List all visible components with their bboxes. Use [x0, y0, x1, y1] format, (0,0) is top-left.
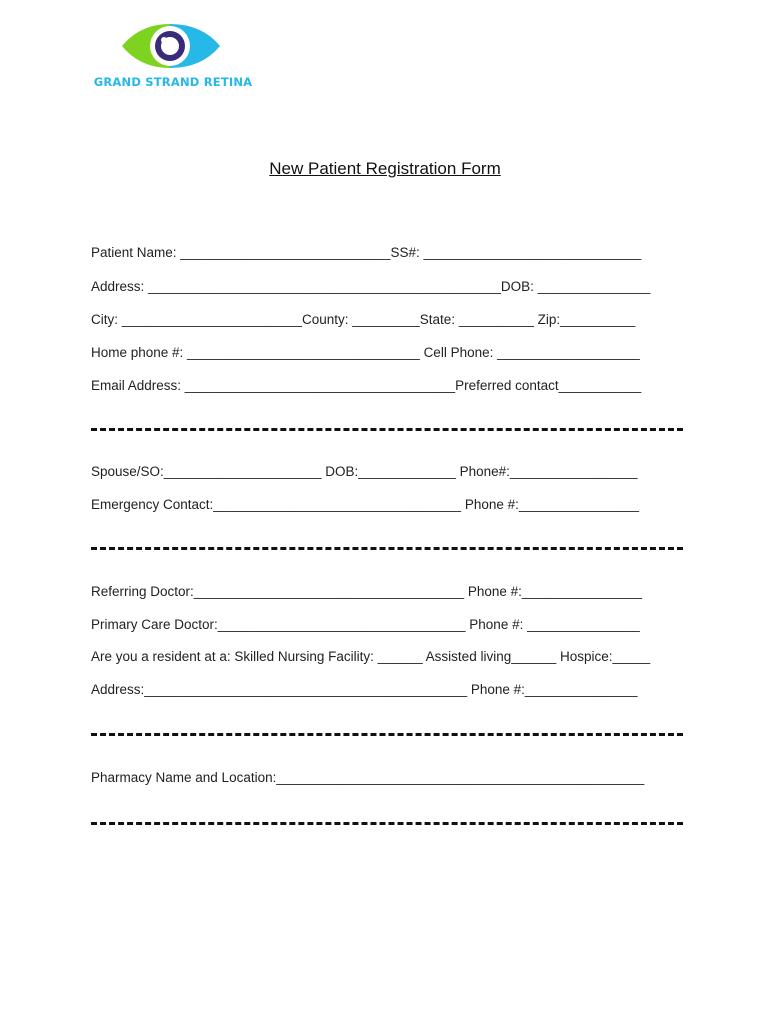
phone-field[interactable]: Home phone #: _______________________________ Cell Phone: ___________________ [91, 345, 640, 360]
emergency-contact-field[interactable]: Emergency Contact:_________________________________ Phone #:________________ [91, 497, 639, 512]
facility-address-field[interactable]: Address:___________________________________________ Phone #:_______________ [91, 682, 638, 697]
referring-doctor-field[interactable]: Referring Doctor:____________________________________ Phone #:________________ [91, 584, 643, 599]
address-field[interactable]: Address: _______________________________________________DOB: _______________ [91, 279, 651, 294]
resident-facility-field[interactable]: Are you a resident at a: Skilled Nursing Facility: ______ Assisted living______ Hospice:_____ [91, 649, 651, 664]
patient-name-field[interactable]: Patient Name: ____________________________SS#: _____________________________ [91, 245, 642, 260]
eye-icon [120, 20, 230, 72]
email-field[interactable]: Email Address: ____________________________________Preferred contact___________ [91, 378, 642, 393]
logo-text: GRAND STRAND RETINA [93, 75, 253, 89]
logo [88, 20, 258, 95]
pharmacy-field[interactable]: Pharmacy Name and Location:_________________________________________________ [91, 770, 645, 785]
spouse-field[interactable]: Spouse/SO:_____________________ DOB:_____________ Phone#:_________________ [91, 464, 638, 479]
form-title: New Patient Registration Form [269, 159, 501, 178]
separator [91, 822, 683, 825]
separator [91, 733, 683, 736]
primary-care-doctor-field[interactable]: Primary Care Doctor:_________________________________ Phone #: _______________ [91, 617, 640, 632]
separator [91, 428, 683, 431]
city-county-state-zip-field[interactable]: City: ________________________County: _________State: __________ Zip:__________ [91, 312, 636, 327]
separator [91, 547, 683, 550]
